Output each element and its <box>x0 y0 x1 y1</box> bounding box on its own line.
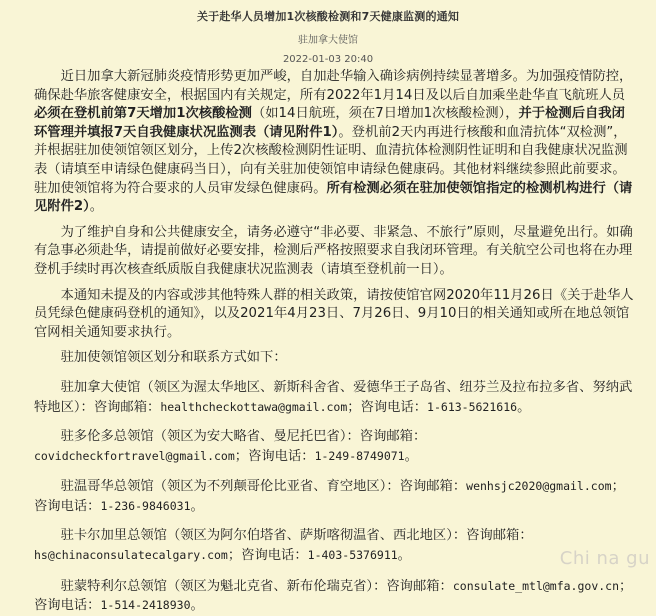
mission-vancouver: 驻温哥华总领馆（领区为不列颠哥伦比亚省、育空地区）：咨询邮箱：wenhsjc2020@gmail.com；咨询电话：1-236-9846031。 <box>34 479 625 514</box>
page-title: 关于赴华人员增加1次核酸检测和7天健康监测的通知 <box>196 10 460 23</box>
mission-montreal: 驻蒙特利尔总领馆（领区为魁北克省、新布伦瑞克省）：咨询邮箱：consulate_mtl@mfa.gov.cn；咨询电话：1-514-2418930。 <box>34 578 633 614</box>
highlight-designated-labs: 所有检测必须在驻加使领馆指定的检测机构进行（请见附件2） <box>34 180 633 215</box>
paragraph-1: 近日加拿大新冠肺炎疫情形势更加严峻，自加赴华输入确诊病例持续显著增多。为加强疫情防控，确保赴华旅客健康安全，根据国内有关规定，所有2022年1月14日及以后自加乘坐赴华直飞航班人员必须在登机前第7天增加1次核酸检测（如14日航班，须在7日增加1次核酸检测），并于检测后自我闭环管理并填报7天自我健康状况监测表（请见附件1）。登机前2天内再进行核酸和血清抗体“双检测”，并根据驻加使领馆领区划分，上传2次核酸检测阴性证明、血清抗体检测阴性证明和自我健康状况监测表（请填至申请绿色健康码当日），向有关驻加使领馆申请绿色健康码。其他材料继续参照此前要求。驻加使领馆将为符合要求的人员审发绿色健康码。所有检测必须在驻加使领馆指定的检测机构进行（请见附件2）。 <box>34 69 633 215</box>
paragraph-3: 本通知未提及的内容或涉其他特殊人群的相关政策，请按使馆官网2020年11月26日《关于赴华人员凭绿色健康码登机的通知》，以及2021年4月23日、7月26日、9月10日的相关通知或所在地总领馆官网相关通知要求执行。 <box>34 287 634 340</box>
mission-toronto: 驻多伦多总领馆（领区为安大略省、曼尼托巴省）：咨询邮箱：covidcheckfortravel@gmail.com；咨询电话：1-249-8749071。 <box>34 429 427 464</box>
phone-number: 1-403-5376911 <box>307 548 398 563</box>
highlight-test-requirement: 必须在登机前第7天增加1次核酸检测 <box>34 106 252 122</box>
paragraph-2: 为了维护自身和公共健康安全，请务必遵守“非必要、非紧急、不旅行”原则，尽量避免出行。如确有急事必须赴华，请提前做好必要安排，检测后严格按照要求自我闭环管理。有关航空公司也将在办理登机手续时再次核查纸质版自我健康状况监测表（请填至登机前一日）。 <box>34 224 633 277</box>
phone-number: 1-249-8749071 <box>314 448 405 463</box>
email-link[interactable]: hs@chinaconsulatecalgary.com <box>34 548 228 563</box>
highlight-health-monitoring: 并于检测后自我闭环管理并填报7天自我健康状况监测表（请见附件1） <box>34 106 625 140</box>
article-header <box>0 0 656 65</box>
paragraph-4: 驻加使领馆领区划分和联系方式如下： <box>60 350 287 366</box>
email-link[interactable]: covidcheckfortravel@gmail.com <box>34 448 235 463</box>
watermark: Chi na gu <box>559 548 650 569</box>
email-link[interactable]: wenhsjc2020@gmail.com <box>466 479 612 494</box>
email-link[interactable]: consulate_mtl@mfa.gov.cn <box>452 578 620 593</box>
source-label: 驻加拿大使馆 <box>298 35 358 46</box>
mission-calgary: 驻卡尔加里总领馆（领区为阿尔伯塔省、萨斯喀彻温省、西北地区）：咨询邮箱：hs@chinaconsulatecalgary.com；咨询电话：1-403-5376911。 <box>34 528 533 564</box>
article-body <box>34 68 634 616</box>
phone-number: 1-613-5621616 <box>427 399 518 414</box>
publish-date: 2022-01-03 20:40 <box>282 54 374 65</box>
phone-number: 1-514-2418930 <box>100 598 191 613</box>
phone-number: 1-236-9846031 <box>100 498 191 513</box>
email-link[interactable]: healthcheckottawa@gmail.com <box>160 399 348 414</box>
mission-embassy: 驻加拿大使馆（领区为渥太华地区、新斯科舍省、爱德华王子岛省、纽芬兰及拉布拉多省、努纳武特地区）：咨询邮箱：healthcheckottawa@gmail.com；咨询电话：1-613-5621616。 <box>34 379 633 415</box>
